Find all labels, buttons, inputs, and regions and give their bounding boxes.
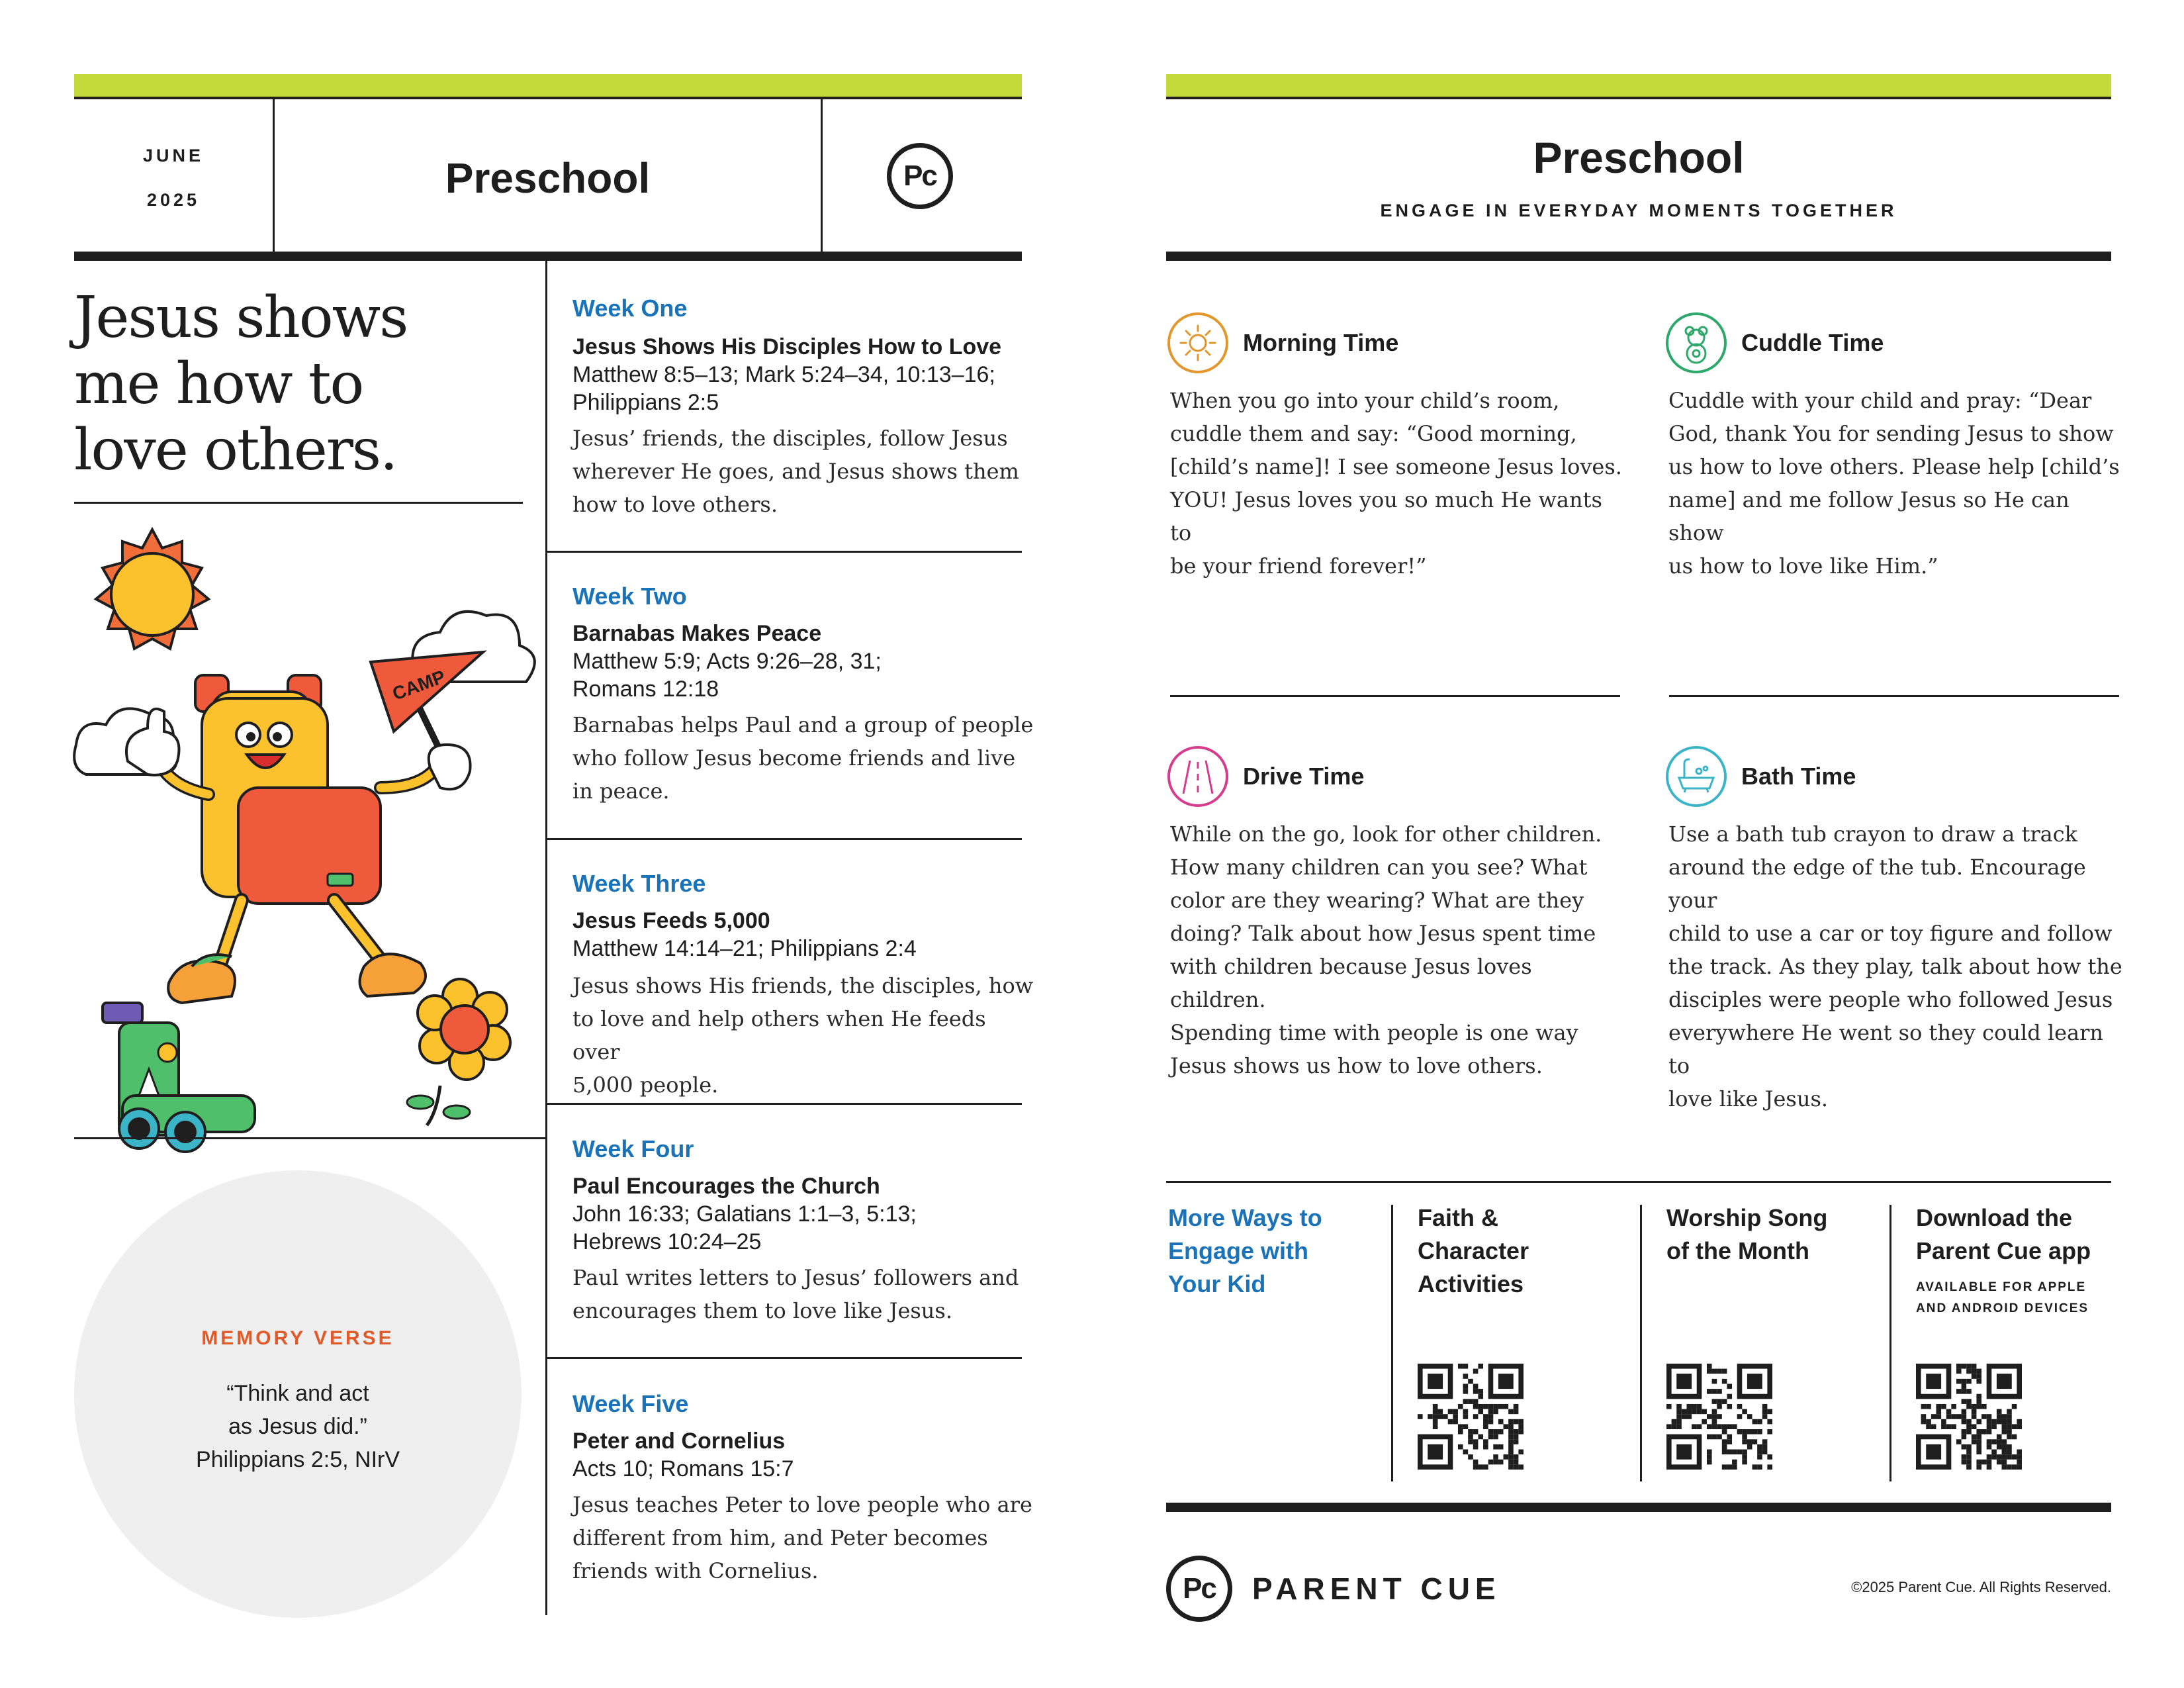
pc-logo-text: Pc	[1183, 1572, 1216, 1605]
activity-text-line: us how to love others. Please help [child’s	[1668, 454, 2120, 479]
memory-verse-text	[74, 1377, 522, 1476]
header-bottom-rule	[74, 252, 1022, 261]
activity-text-line: cuddle them and say: “Good morning,	[1170, 421, 1577, 446]
backpack-character-illustration	[126, 675, 471, 1003]
pc-logo-text: Pc	[903, 160, 936, 192]
week-desc	[572, 1488, 1036, 1587]
week-separator	[545, 551, 1022, 553]
week-desc	[572, 1261, 1036, 1327]
more-ways-item-title-line: Faith &	[1418, 1204, 1498, 1231]
week-title: Week Three	[572, 870, 706, 897]
bathtub-icon	[1664, 745, 1728, 808]
activity-separator	[1669, 695, 2119, 697]
more-ways-item-title	[1418, 1201, 1643, 1301]
week-lesson: Paul Encourages the Church	[572, 1174, 880, 1199]
activity-text	[1668, 384, 2121, 583]
more-ways-item-title-line: Download the	[1916, 1204, 2072, 1231]
week-refs: Hebrews 10:24–25	[572, 1229, 762, 1254]
week-desc-line: Paul writes letters to Jesus’ followers and	[572, 1265, 1019, 1290]
binoculars-illustration	[119, 1096, 255, 1152]
more-ways-item-title-line: Activities	[1418, 1270, 1524, 1297]
week-lesson: Jesus Shows His Disciples How to Love	[572, 334, 1002, 359]
qr-code-download-app[interactable]	[1916, 1364, 2022, 1470]
headline	[74, 285, 551, 483]
more-ways-item-sub	[1916, 1277, 2128, 1319]
week-desc	[572, 708, 1036, 808]
more-ways-divider	[1391, 1205, 1393, 1481]
week-refs: Matthew 8:5–13; Mark 5:24–34, 10:13–16;	[572, 362, 995, 387]
activity-text-line: be your friend forever!”	[1170, 553, 1427, 579]
more-ways-item-title	[1666, 1201, 1891, 1268]
week-one	[572, 295, 1036, 521]
week-desc-line: wherever He goes, and Jesus shows them	[572, 459, 1019, 484]
header-month: JUNE	[142, 146, 205, 165]
activity-text-line: the track. As they play, talk about how the	[1668, 954, 2122, 979]
week-refs: John 16:33; Galatians 1:1–3, 5:13;	[572, 1201, 917, 1227]
road-icon	[1166, 745, 1230, 808]
more-ways-item-title	[1916, 1201, 2128, 1268]
headline-line: me how to	[74, 351, 363, 417]
activity-title: Cuddle Time	[1741, 329, 1884, 356]
week-lesson: Peter and Cornelius	[572, 1429, 786, 1454]
week-refs: Acts 10; Romans 15:7	[572, 1456, 794, 1481]
week-refs: Romans 12:18	[572, 677, 719, 702]
activity-text-line: us how to love like Him.”	[1668, 553, 1938, 579]
week-refs: Matthew 5:9; Acts 9:26–28, 31;	[572, 649, 882, 674]
footer-brand	[1166, 1556, 1501, 1622]
camp-illustration	[69, 516, 546, 1165]
more-ways-download-app[interactable]	[1916, 1201, 2128, 1319]
week-refs: Matthew 14:14–21; Philippians 2:4	[572, 936, 917, 961]
activity-drive-time	[1166, 745, 1629, 1082]
week-four	[572, 1135, 1036, 1327]
activity-text-line: child to use a car or toy figure and follow	[1668, 921, 2113, 946]
activity-text-line: [child’s name]! I see someone Jesus loves.	[1170, 454, 1622, 479]
activity-text-line: When you go into your child’s room,	[1170, 388, 1560, 413]
activity-text-line: Cuddle with your child and pray: “Dear	[1668, 388, 2092, 413]
weeks-divider	[545, 261, 547, 1615]
week-title: Week Five	[572, 1390, 689, 1417]
activity-text-line: around the edge of the tub. Encourage your	[1668, 855, 2086, 913]
more-ways-item-title-line: Worship Song	[1666, 1204, 1828, 1231]
header-title: Preschool	[445, 154, 651, 202]
activity-morning-time	[1166, 311, 1623, 583]
activity-bath-time	[1664, 745, 2128, 1115]
right-title: Preschool	[1533, 133, 1745, 182]
sun-icon	[1166, 311, 1230, 375]
more-ways-worship-song[interactable]	[1666, 1201, 1891, 1268]
header-divider-2	[821, 99, 823, 252]
week-two	[572, 583, 1036, 808]
week-five	[572, 1390, 1036, 1587]
flower-illustration	[407, 979, 510, 1125]
week-desc-line: different from him, and Peter becomes	[572, 1525, 988, 1550]
left-top-accent-bar	[74, 74, 1022, 97]
more-ways-item-title-line: Character	[1418, 1237, 1529, 1264]
header-top-rule	[74, 97, 1022, 99]
week-desc-line: in peace.	[572, 778, 670, 804]
teddy-bear-icon	[1664, 311, 1728, 375]
week-desc-line: encourages them to love like Jesus.	[572, 1298, 952, 1323]
activity-title: Morning Time	[1243, 329, 1399, 356]
activity-text-line: with children because Jesus loves children.	[1170, 954, 1532, 1012]
more-ways-heading-line: Your Kid	[1168, 1270, 1266, 1297]
activity-text-line: doing? Talk about how Jesus spent time	[1170, 921, 1596, 946]
more-ways-item-title-line: Parent Cue app	[1916, 1237, 2091, 1264]
activity-text-line: Use a bath tub crayon to draw a track	[1668, 821, 2078, 847]
activity-text-line: color are they wearing? What are they	[1170, 888, 1584, 913]
headline-line: love others.	[74, 417, 397, 483]
more-ways-item-sub-line: AVAILABLE FOR APPLE	[1916, 1280, 2087, 1294]
headline-rule	[74, 502, 523, 504]
activity-cuddle-time	[1664, 311, 2121, 583]
activity-text-line: Spending time with people is one way	[1170, 1020, 1578, 1045]
qr-code-faith-activities[interactable]	[1418, 1364, 1524, 1470]
week-desc-line: Jesus teaches Peter to love people who are	[572, 1492, 1032, 1517]
right-subtitle: ENGAGE IN EVERYDAY MOMENTS TOGETHER	[1380, 201, 1897, 220]
footer-top-rule	[1166, 1503, 2111, 1512]
week-lesson: Jesus Feeds 5,000	[572, 908, 770, 933]
activity-text-line: God, thank You for sending Jesus to show	[1668, 421, 2114, 446]
activity-text	[1170, 818, 1629, 1082]
more-ways-faith-activities[interactable]	[1418, 1201, 1643, 1301]
week-three	[572, 870, 1036, 1102]
more-ways-item-title-line: of the Month	[1666, 1237, 1809, 1264]
illustration-baseline-rule	[74, 1137, 545, 1139]
activity-text	[1170, 384, 1623, 583]
week-desc-line: how to love others.	[572, 492, 778, 517]
more-ways-item-sub-line: AND ANDROID DEVICES	[1916, 1301, 2089, 1315]
activity-text-line: While on the go, look for other children.	[1170, 821, 1602, 847]
activity-separator	[1170, 695, 1620, 697]
week-title: Week Two	[572, 583, 687, 610]
week-desc-line: Jesus’ friends, the disciples, follow Jesus	[572, 426, 1008, 451]
memory-verse-label: MEMORY VERSE	[201, 1327, 394, 1349]
week-lesson: Barnabas Makes Peace	[572, 621, 822, 646]
sun-illustration	[96, 530, 208, 649]
more-ways-top-rule	[1166, 1181, 2111, 1183]
week-desc	[572, 422, 1036, 521]
pennant-text: CAMP	[389, 666, 448, 704]
pc-logo-icon	[887, 143, 953, 209]
more-ways-divider	[1889, 1205, 1891, 1481]
pc-logo-icon	[1166, 1556, 1232, 1622]
week-desc	[572, 969, 1036, 1102]
qr-code-worship-song[interactable]	[1666, 1364, 1772, 1470]
activity-text-line: name] and me follow Jesus so He can show	[1668, 487, 2070, 545]
activity-text	[1668, 818, 2128, 1115]
week-separator	[545, 1357, 1022, 1359]
more-ways-heading-line: Engage with	[1168, 1237, 1309, 1264]
week-desc-line: to love and help others when He feeds over	[572, 1006, 986, 1064]
activity-text-line: disciples were people who followed Jesus	[1668, 987, 2113, 1012]
activity-text-line: How many children can you see? What	[1170, 855, 1588, 880]
memory-verse-line: Philippians 2:5, NIrV	[195, 1447, 400, 1472]
more-ways-heading	[1168, 1201, 1387, 1301]
week-desc-line: Jesus shows His friends, the disciples, how	[572, 973, 1034, 998]
headline-line: Jesus shows	[74, 285, 408, 351]
activity-title: Bath Time	[1741, 763, 1856, 790]
activity-text-line: YOU! Jesus loves you so much He wants to	[1170, 487, 1602, 545]
week-desc-line: who follow Jesus become friends and live	[572, 745, 1016, 771]
activity-text-line: Jesus shows us how to love others.	[1170, 1053, 1543, 1078]
header-year: 2025	[146, 190, 201, 210]
week-separator	[545, 838, 1022, 840]
memory-verse-line: “Think and act	[226, 1381, 369, 1406]
activity-text-line: love like Jesus.	[1668, 1086, 1829, 1111]
week-desc-line: 5,000 people.	[572, 1072, 719, 1098]
activity-title: Drive Time	[1243, 763, 1365, 790]
week-title: Week Four	[572, 1135, 694, 1162]
week-desc-line: Barnabas helps Paul and a group of people	[572, 712, 1034, 737]
week-separator	[545, 1103, 1022, 1105]
memory-verse-line: as Jesus did.”	[228, 1414, 367, 1439]
week-title: Week One	[572, 295, 688, 322]
right-header-top-rule	[1166, 97, 2111, 99]
week-desc-line: friends with Cornelius.	[572, 1558, 819, 1583]
week-refs: Philippians 2:5	[572, 390, 719, 415]
right-header-bottom-rule	[1166, 252, 2111, 261]
right-top-accent-bar	[1166, 74, 2111, 97]
copyright: ©2025 Parent Cue. All Rights Reserved.	[1851, 1579, 2111, 1595]
activity-text-line: everywhere He went so they could learn to	[1668, 1020, 2104, 1078]
brand-name: PARENT CUE	[1252, 1571, 1501, 1606]
more-ways-divider	[1640, 1205, 1642, 1481]
more-ways-heading-line: More Ways to	[1168, 1204, 1322, 1231]
